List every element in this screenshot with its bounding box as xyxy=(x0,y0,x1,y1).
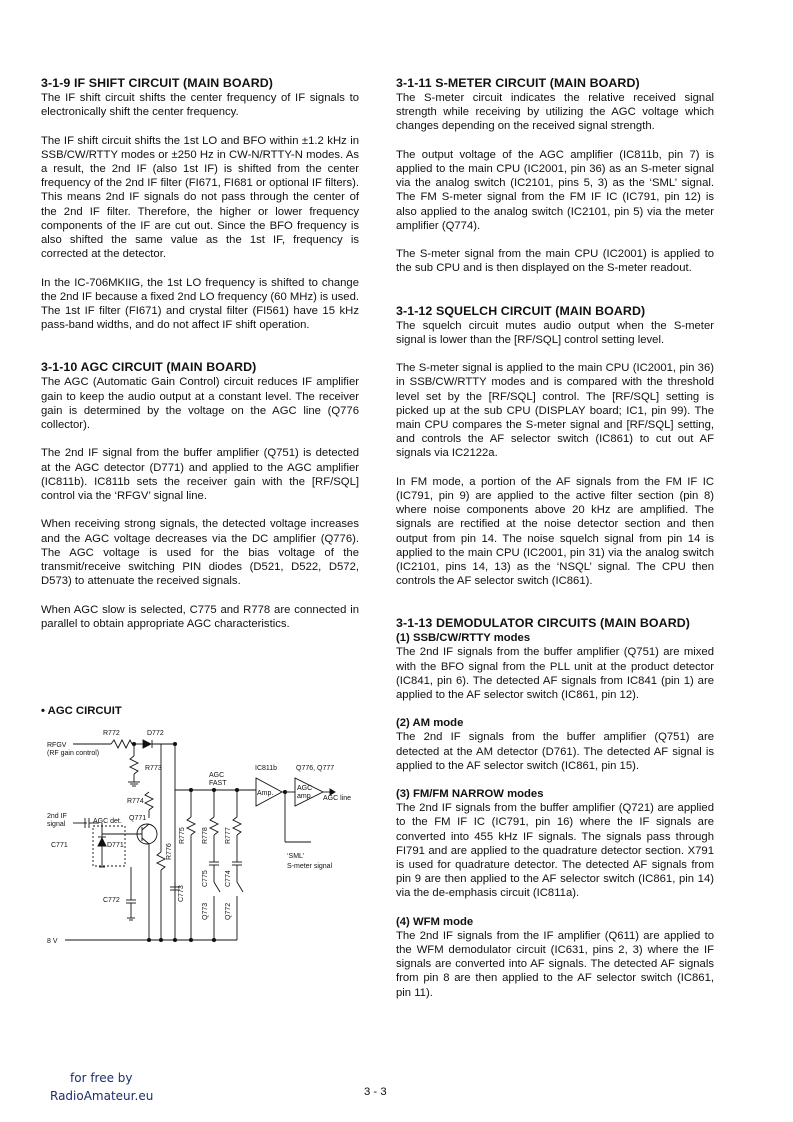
left-column xyxy=(41,76,359,631)
label-in-1: 2nd IF xyxy=(47,813,67,820)
right-column xyxy=(396,76,714,1000)
page-number: 3 - 3 xyxy=(364,1086,387,1098)
paragraph: The IF shift circuit shifts the center frequency of IF signals to electronically shift the center frequency. xyxy=(41,92,359,119)
paragraph: When AGC slow is selected, C775 and R778 are connected in parallel to obtain appropriate AGC characteristics. xyxy=(41,603,359,630)
label-r776: R776 xyxy=(166,843,173,860)
paragraph: The IF shift circuit shifts the 1st LO and BFO within ±1.2 kHz in SSB/CW/RTTY modes or ±250 Hz in CW-N/RTTY-N modes. As a result, the 2nd IF (also 1st IF) is shifted from the center frequency of the 2nd IF filter (FI671, FI681 or optional IF filters). This means 2nd IF signals do not pass through the center of the 2nd IF filter. Therefore, the higher or lower frequency components of the IF are cut out. Since the BFO frequency is also shifted the same value as the 1st IF, frequency is corrected at the detector. xyxy=(41,134,359,261)
label-agc-fast-2: FAST xyxy=(209,780,227,787)
mode-title: (4) WFM mode xyxy=(396,915,474,928)
paragraph: In FM mode, a portion of the AF signals from the FM IF IC (IC791, pin 9) are applied to the active filter section (pin 8) where noise components above 20 kHz are amplified. The signals are rectified at the noise detector section and then output from pin 14. The noise squelch signal from pin 14 is applied to the main CPU (IC2001, pin 31) via the analog switch (IC2101, pins 14, 13) as the ‘NSQL’ signal. The CPU then controls the AF selector switch (IC861). xyxy=(396,475,714,588)
label-r772: R772 xyxy=(103,730,120,737)
paragraph: The 2nd IF signals from the buffer amplifier (Q721) are applied to the FM IF IC (IC791, pin 16) where the IF signals are converted into 455 kHz IF signals. The signals pass through FI791 and are applied to the quadrature detector section. X791 is used for quadrature detector. The detected AF signals from pin 9 are then applied to the AF selector switch (IC861, pin 14) via the de-emphasis circuit (IC811a). xyxy=(396,802,714,900)
paragraph: The S-meter signal is applied to the main CPU (IC2001, pin 36) in SSB/CW/RTTY modes and is compared with the threshold level set by the [RF/SQL] control. The [RF/SQL] setting is picked up at the sub CPU (DISPLAY board; IC1, pin 99). The main CPU compares the S-meter signal and [RF/SQL] setting, and controls the AF selector switch (IC861) to cut out AF signals via IC2122a. xyxy=(396,362,714,460)
paragraph: The 2nd IF signals from the buffer amplifier (Q751) are mixed with the BFO signal from the PLL unit at the product detector (IC841, pin 6). The detected AF signals from IC841 (pin 1) are applied to the AF selector switch (IC861, pin 12). xyxy=(396,646,714,702)
label-r773: R773 xyxy=(145,765,162,772)
label-agc-line: AGC line xyxy=(323,795,352,802)
paragraph: The AGC (Automatic Gain Control) circuit reduces IF amplifier gain to keep the audio output at a constant level. The receiver gain is determined by the voltage on the AGC line (Q776 collector). xyxy=(41,376,359,432)
label-rf-gain: (RF gain control) xyxy=(47,750,100,757)
label-amp1: Amp. xyxy=(257,790,274,797)
label-c772: C772 xyxy=(103,897,120,904)
paragraph: The S-meter signal from the main CPU (IC2001) is applied to the sub CPU and is then displayed on the S-meter readout. xyxy=(396,248,714,275)
label-c771: C771 xyxy=(51,842,68,849)
credit-line-1: for free by xyxy=(70,1071,133,1085)
label-agc-amp-2: amp. xyxy=(297,793,313,800)
label-q773: Q773 xyxy=(202,902,209,920)
label-q771: Q771 xyxy=(129,815,147,822)
label-smeter: S-meter signal xyxy=(287,863,333,870)
label-c774: C774 xyxy=(225,870,232,887)
label-q772: Q772 xyxy=(225,902,232,920)
section-heading-demod: 3-1-13 DEMODULATOR CIRCUITS (MAIN BOARD) xyxy=(396,616,691,631)
label-d771: D771 xyxy=(107,842,124,849)
label-agc-det: AGC det. xyxy=(93,818,122,825)
label-8v: 8 V xyxy=(47,938,58,945)
label-d772: D772 xyxy=(147,730,164,737)
paragraph: The 2nd IF signal from the buffer amplifier (Q751) is detected at the AGC detector (D771) and applied to the AGC amplifier (IC811b). IC811b sets the receiver gain with the [RF/SQL] control via the ‘RFGV’ signal line. xyxy=(41,447,359,503)
mode-title: (1) SSB/CW/RTTY modes xyxy=(396,632,531,645)
label-sml: ‘SML’ xyxy=(287,853,305,860)
credit-line-2: RadioAmateur.eu xyxy=(50,1089,154,1103)
label-agc-amp-1: AGC xyxy=(297,785,313,792)
section-heading-s-meter: 3-1-11 S-METER CIRCUIT (MAIN BOARD) xyxy=(396,76,640,90)
footer-credit xyxy=(50,1069,153,1105)
mode-title: (3) FM/FM NARROW modes xyxy=(396,788,544,801)
label-r775: R775 xyxy=(179,827,186,844)
label-c775: C775 xyxy=(202,870,209,887)
label-q776-q777: Q776, Q777 xyxy=(296,765,335,772)
paragraph: The S-meter circuit indicates the relative received signal strength while receiving by utilizing the AGC voltage which changes depending on the received signal strength. xyxy=(396,92,714,133)
label-ic811b: IC811b xyxy=(255,765,278,772)
paragraph: In the IC-706MKIIG, the 1st LO frequency is shifted to change the 2nd IF because a fixed 2nd LO frequency (60 MHz) is used. The 1st IF filter (FI671) and crystal filter (FI561) have 15 kHz pass-band widths, and do not affect IF shift operation. xyxy=(41,276,359,332)
label-in-2: signal xyxy=(47,821,66,828)
paragraph: The output voltage of the AGC amplifier (IC811b, pin 7) is applied to the main CPU (IC2001, pin 36) as an S-meter signal via the analog switch (IC2101, pins 5, 3) as the ‘SML’ signal. The FM S-meter signal from the FM IF IC (IC791, pin 12) is also applied to the analog switch (IC2101, pin 5) via the meter amplifier (Q774). xyxy=(396,148,714,232)
section-heading-if-shift: 3-1-9 IF SHIFT CIRCUIT (MAIN BOARD) xyxy=(41,76,274,90)
figure-title: • AGC CIRCUIT xyxy=(41,705,122,717)
label-r778: R778 xyxy=(202,827,209,844)
agc-circuit-diagram xyxy=(41,722,371,952)
paragraph: The 2nd IF signals from the IF amplifier (Q611) are applied to the WFM demodulator circuit (IC631, pins 2, 3) where the IF signals are converted into AF signals. The detected AF signals from pin 8 are then applied to the AF selector switch (IC861, pin 11). xyxy=(396,929,714,999)
label-r774: R774 xyxy=(127,798,144,805)
mode-title: (2) AM mode xyxy=(396,717,464,730)
label-r777: R777 xyxy=(225,827,232,844)
label-c773: C773 xyxy=(178,885,185,902)
label-agc-fast-1: AGC xyxy=(209,772,225,779)
paragraph: The 2nd IF signals from the buffer amplifier (Q751) are detected at the AM detector (D761). The detected AF signal is applied to the AF selector switch (IC861, pin 15). xyxy=(396,731,714,772)
section-heading-squelch: 3-1-12 SQUELCH CIRCUIT (MAIN BOARD) xyxy=(396,303,646,318)
label-rfgv: RFGV xyxy=(47,742,67,749)
paragraph: When receiving strong signals, the detected voltage increases and the AGC voltage decreases via the DC amplifier (Q776). The AGC voltage is used for the bias voltage of the transmit/receive switching PIN diodes (D521, D522, D572, D573) to attenuate the received signals. xyxy=(41,518,359,588)
section-heading-agc: 3-1-10 AGC CIRCUIT (MAIN BOARD) xyxy=(41,360,257,375)
paragraph: The squelch circuit mutes audio output when the S-meter signal is lower than the [RF/SQL] control setting level. xyxy=(396,319,714,346)
